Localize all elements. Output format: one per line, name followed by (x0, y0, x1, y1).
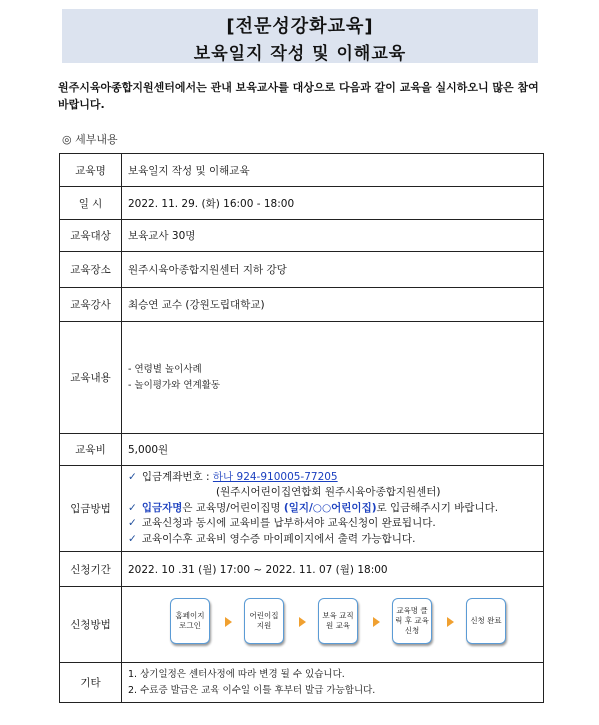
row-name (60, 154, 544, 187)
check-icon: ✓ (128, 470, 137, 483)
step-daycare-support: 어린이집 지원 (244, 598, 284, 644)
label-target: 교육대상 (60, 220, 122, 252)
value-payment (122, 466, 544, 552)
etc-item: 1. 상기일정은 센터사정에 따라 변경 될 수 있습니다. (128, 668, 345, 680)
label-period: 신청기간 (60, 552, 122, 587)
account-number[interactable]: 하나 924-910005-77205 (212, 470, 338, 483)
payment-line-4-text: 교육이수후 교육비 영수증 마이페이지에서 출력 가능합니다. (141, 532, 416, 545)
value-etc (122, 663, 544, 703)
payment-account-line (128, 470, 537, 486)
row-method (60, 587, 544, 663)
row-target (60, 220, 544, 252)
value-date: 2022. 11. 29. (화) 16:00 - 18:00 (122, 187, 544, 220)
payment-line-4 (128, 532, 537, 548)
label-place: 교육장소 (60, 252, 122, 288)
row-lecturer (60, 288, 544, 322)
info-table (59, 153, 544, 703)
depositor-example: (일지/○○어린이집) (283, 501, 377, 514)
row-date (60, 187, 544, 220)
label-payment: 입금방법 (60, 466, 122, 552)
account-holder: (원주시어린이집연합회 원주시육아종합지원센터) (216, 486, 441, 499)
value-fee: 5,000원 (122, 434, 544, 466)
step-complete: 신청 완료 (466, 598, 506, 644)
value-content (122, 322, 544, 434)
step-apply-course: 교육명 클릭 후 교육신청 (392, 598, 432, 644)
title-banner (62, 9, 538, 63)
arrow-right-icon (299, 617, 306, 627)
value-name: 보육일지 작성 및 이해교육 (122, 154, 544, 187)
row-fee (60, 434, 544, 466)
etc-item: 2. 수료증 발급은 교육 이수일 이틀 후부터 발급 가능합니다. (128, 684, 376, 696)
row-place (60, 252, 544, 288)
check-icon: ✓ (128, 517, 137, 530)
label-name: 교육명 (60, 154, 122, 187)
check-icon: ✓ (128, 532, 137, 545)
page-subtitle: 보육일지 작성 및 이해교육 (193, 44, 407, 64)
value-target: 보육교사 30명 (122, 220, 544, 252)
row-etc (60, 663, 544, 703)
step-homepage-login: 홈페이지 로그인 (170, 598, 210, 644)
row-content (60, 322, 544, 434)
value-lecturer: 최승연 교수 (강원도립대학교) (122, 288, 544, 322)
intro-text: 원주시육아종합지원센터에서는 관내 보육교사를 대상으로 다음과 같이 교육을 실시하오니 많은 참여바랍니다. (58, 81, 539, 111)
label-content: 교육내용 (60, 322, 122, 434)
page-title: [전문성강화교육] (226, 16, 374, 37)
step-staff-education: 보육 교직원 교육 (318, 598, 358, 644)
label-date: 일 시 (60, 187, 122, 220)
arrow-right-icon (447, 617, 454, 627)
row-period (60, 552, 544, 587)
application-flow (128, 590, 537, 660)
check-icon: ✓ (128, 501, 137, 514)
payment-depositor-line (128, 501, 537, 517)
account-prefix: 입금계좌번호 : (141, 470, 213, 483)
content-item: - 연령별 놀이사례 (128, 363, 202, 375)
label-etc: 기타 (60, 663, 122, 703)
content-item: - 놀이평가와 연계활동 (128, 379, 221, 391)
label-fee: 교육비 (60, 434, 122, 466)
arrow-right-icon (225, 617, 232, 627)
depositor-end: 로 입금해주시기 바랍니다. (376, 501, 499, 514)
section-label: ◎ 세부내용 (62, 133, 118, 146)
depositor-mid: 은 교육명/어린이집명 (182, 501, 284, 514)
value-method (122, 587, 544, 663)
payment-line-3 (128, 516, 537, 532)
arrow-right-icon (373, 617, 380, 627)
depositor-bold: 입금자명 (141, 501, 183, 514)
row-payment (60, 466, 544, 552)
payment-line-3-text: 교육신청과 동시에 교육비를 납부하셔야 교육신청이 완료됩니다. (141, 517, 436, 530)
label-method: 신청방법 (60, 587, 122, 663)
value-period: 2022. 10 .31 (월) 17:00 ~ 2022. 11. 07 (월) 18:00 (122, 552, 544, 587)
value-place: 원주시육아종합지원센터 지하 강당 (122, 252, 544, 288)
label-lecturer: 교육강사 (60, 288, 122, 322)
